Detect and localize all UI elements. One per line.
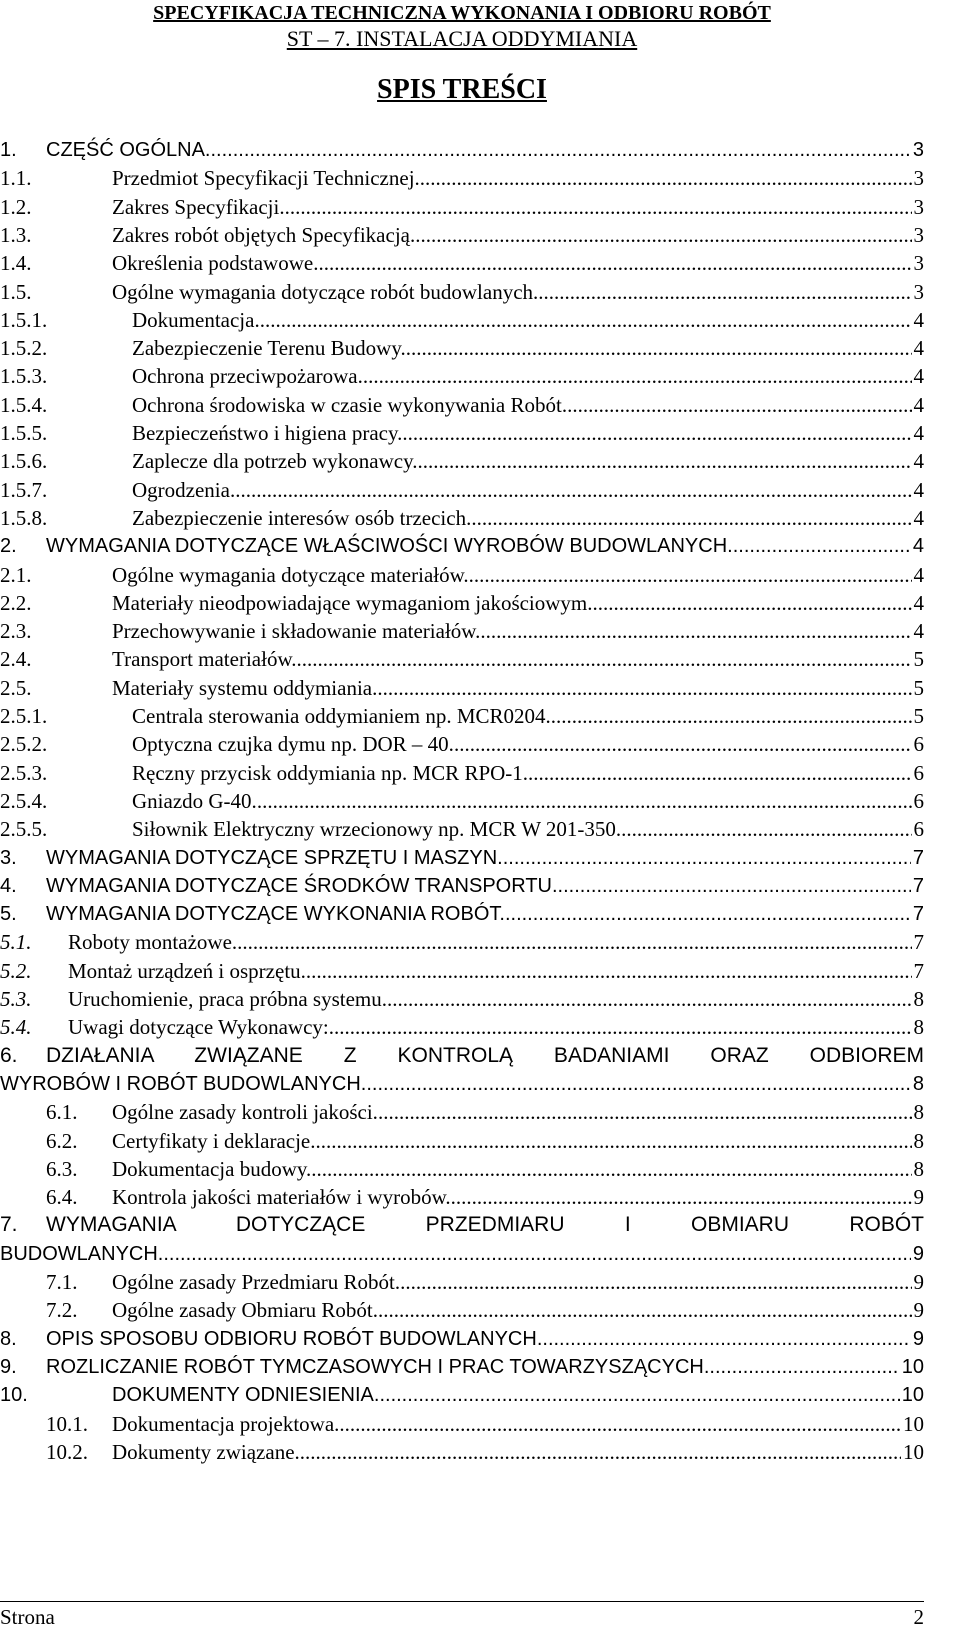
toc-entry[interactable] xyxy=(0,702,924,730)
toc-dot-leader xyxy=(235,476,911,504)
toc-entry[interactable] xyxy=(0,1381,924,1409)
toc-entry[interactable] xyxy=(46,1127,924,1155)
toc-dot-leader xyxy=(538,278,911,306)
toc-dot-leader xyxy=(542,1325,910,1353)
toc-entry[interactable] xyxy=(0,1240,924,1268)
toc-dot-leader xyxy=(329,1013,912,1041)
toc-entry[interactable] xyxy=(0,419,924,447)
toc-dot-leader xyxy=(318,249,911,277)
toc-entry-number: 2.5.1. xyxy=(0,704,48,728)
toc-entry-title: Dokumentacja projektowa. xyxy=(112,1411,340,1436)
toc-entry[interactable] xyxy=(0,985,924,1013)
toc-page-number: 5 xyxy=(913,704,924,728)
toc-entry[interactable] xyxy=(46,1438,924,1466)
toc-page-number: 9 xyxy=(912,1327,924,1350)
toc-page-number: 6 xyxy=(913,817,924,842)
toc-entry[interactable] xyxy=(0,561,924,589)
toc-entry-number: 1.5.4. xyxy=(0,392,48,417)
toc-entry-number: 6.1. xyxy=(46,1100,78,1125)
toc-page-number: 3 xyxy=(913,166,924,191)
toc-entry-title[interactable]: WYMAGANIA DOTYCZĄCE PRZEDMIARU I OBMIARU ROBÓT xyxy=(46,1213,924,1237)
toc-dot-leader xyxy=(363,362,912,390)
toc-page-number: 8 xyxy=(913,1128,924,1153)
toc-entry[interactable] xyxy=(0,815,924,843)
toc-entry[interactable] xyxy=(0,306,924,334)
toc-entry-title: OPIS SPOSOBU ODBIORU ROBÓT BUDOWLANYCH. xyxy=(46,1327,543,1350)
toc-entry-number: 1.5.3. xyxy=(0,364,48,389)
toc-page-number: 9 xyxy=(913,1270,924,1294)
toc-page-number: 10 xyxy=(901,1355,924,1378)
toc-dot-leader xyxy=(300,1438,901,1466)
toc-entry-title: Ochrona przeciwpożarowa. xyxy=(132,364,363,389)
toc-dot-leader xyxy=(366,1070,911,1098)
toc-page-number: 3 xyxy=(913,279,924,304)
toc-entry-number: 1. xyxy=(0,139,17,161)
toc-entry-title: WYMAGANIA DOTYCZĄCE SPRZĘTU I MASZYN. xyxy=(46,846,503,869)
toc-dot-leader xyxy=(558,872,911,900)
toc-entry-title: Ogólne wymagania dotyczące robót budowlanych. xyxy=(112,279,539,304)
toc-entry-title: Roboty montażowe. xyxy=(68,930,238,955)
toc-entry-number: 2.5.4. xyxy=(0,788,48,813)
toc-entry[interactable] xyxy=(0,617,924,645)
toc-dot-leader xyxy=(420,164,912,192)
document-header-title: SPECYFIKACJA TECHNICZNA WYKONANIA I ODBIORU ROBÓT xyxy=(153,2,771,24)
toc-page-number: 7 xyxy=(912,903,924,926)
toc-entry[interactable] xyxy=(0,391,924,419)
toc-dot-leader xyxy=(311,1155,911,1183)
toc-dot-leader xyxy=(387,985,912,1013)
toc-page-number: 3 xyxy=(913,194,924,219)
toc-page-number: 10 xyxy=(903,1411,924,1436)
toc-dot-leader xyxy=(454,730,912,758)
toc-dot-leader xyxy=(733,532,911,560)
toc-entry-number: 1.5. xyxy=(0,279,32,304)
toc-dot-leader xyxy=(480,617,911,645)
toc-entry-title: Ręczny przycisk oddymiania np. MCR RPO-1. xyxy=(132,760,529,785)
toc-entry[interactable] xyxy=(0,645,924,673)
toc-page-number: 7 xyxy=(913,930,924,955)
toc-page-number: 3 xyxy=(913,251,924,276)
toc-entry-title: Siłownik Elektryczny wrzecionowy np. MCR W 201-350. xyxy=(132,817,622,842)
toc-entry[interactable] xyxy=(0,476,924,504)
toc-entry-number: 6. xyxy=(0,1043,18,1067)
toc-entry-title: Kontrola jakości materiałów i wyrobów. xyxy=(112,1185,451,1210)
toc-entry-number: 2.5. xyxy=(0,675,32,700)
toc-entry-title: Zaplecze dla potrzeb wykonawcy. xyxy=(132,449,418,474)
toc-page-number: 4 xyxy=(913,364,924,389)
toc-entry[interactable] xyxy=(0,447,924,475)
toc-entry[interactable] xyxy=(0,334,924,362)
toc-entry[interactable] xyxy=(0,193,924,221)
toc-entry-number: 2.4. xyxy=(0,647,32,672)
toc-dot-leader xyxy=(567,391,911,419)
toc-page-number: 10 xyxy=(901,1384,924,1407)
toc-entry-number: 5.3. xyxy=(0,987,32,1011)
toc-entry[interactable] xyxy=(0,589,924,617)
toc-entry-number: 2.1. xyxy=(0,562,32,587)
toc-entry-title: Materiały nieodpowiadające wymaganiom jakościowym. xyxy=(112,590,593,615)
toc-entry-number: 1.5.6. xyxy=(0,449,48,474)
toc-dot-leader xyxy=(471,504,911,532)
toc-entry-number: 1.5.1. xyxy=(0,307,48,332)
toc-entry-title: Montaż urządzeń i osprzętu. xyxy=(68,958,306,983)
toc-page-number: 7 xyxy=(912,846,924,869)
toc-entry[interactable] xyxy=(0,787,924,815)
toc-entry[interactable] xyxy=(0,674,924,702)
toc-page-number: 6 xyxy=(913,760,924,785)
toc-entry-number: 5. xyxy=(0,903,17,926)
toc-page-number: 7 xyxy=(912,874,924,897)
toc-dot-leader xyxy=(418,447,912,475)
toc-entry-title: Określenia podstawowe. xyxy=(112,251,319,276)
toc-entry-title: DOKUMENTY ODNIESIENIA. xyxy=(112,1384,380,1407)
toc-entry-number: 7.1. xyxy=(46,1270,78,1294)
toc-entry-number: 1.5.5. xyxy=(0,421,48,445)
toc-entry-number: 1.1. xyxy=(0,166,32,191)
toc-entry-number: 10.2. xyxy=(46,1439,88,1464)
toc-entry-number: 2.5.2. xyxy=(0,732,48,757)
page-footer xyxy=(0,1604,924,1631)
toc-page-number: 3 xyxy=(913,222,924,247)
toc-entry-title: Ogólne zasady kontroli jakości. xyxy=(112,1100,378,1125)
toc-entry[interactable] xyxy=(0,759,924,787)
toc-entry-number: 10.1. xyxy=(46,1411,88,1436)
toc-entry-title: WYMAGANIA DOTYCZĄCE ŚRODKÓW TRANSPORTU. xyxy=(46,874,558,897)
toc-entry-number: 5.2. xyxy=(0,958,32,983)
toc-dot-leader xyxy=(285,193,912,221)
toc-entry[interactable] xyxy=(0,1353,924,1381)
document-header-subtitle: ST – 7. INSTALACJA ODDYMIANIA xyxy=(286,26,638,51)
toc-dot-leader xyxy=(709,1353,899,1381)
toc-dot-leader xyxy=(163,1240,911,1268)
toc-entry[interactable] xyxy=(0,221,924,249)
toc-entry-title: Przedmiot Specyfikacji Technicznej. xyxy=(112,166,420,191)
toc-entry-title: Ogólne wymagania dotyczące materiałów. xyxy=(112,562,469,587)
toc-entry[interactable] xyxy=(0,872,924,900)
toc-page-number: 4 xyxy=(913,619,924,644)
toc-dot-leader xyxy=(257,787,912,815)
toc-entry[interactable] xyxy=(0,532,924,560)
toc-entry[interactable] xyxy=(0,136,924,164)
toc-page-number: 4 xyxy=(913,421,924,445)
toc-dot-leader xyxy=(378,1296,912,1324)
toc-page-number: 8 xyxy=(913,987,924,1011)
toc-entry[interactable] xyxy=(0,278,924,306)
toc-entry-title-cont: BUDOWLANYCH. xyxy=(0,1242,164,1265)
toc-entry[interactable] xyxy=(0,1325,924,1353)
toc-page-number: 4 xyxy=(913,336,924,361)
toc-entry[interactable] xyxy=(0,900,924,928)
toc-dot-leader xyxy=(379,1381,899,1409)
toc-entry-title: Centrala sterowania oddymianiem np. MCR0204. xyxy=(132,704,551,728)
toc-entry[interactable] xyxy=(46,1183,924,1211)
toc-page-number: 8 xyxy=(913,1156,924,1181)
toc-entry-number: 1.3. xyxy=(0,222,32,247)
toc-page-number: 5 xyxy=(913,675,924,700)
toc-entry-number: 1.5.7. xyxy=(0,477,48,502)
toc-page-number: 4 xyxy=(912,535,924,558)
toc-entry-number: 2.5.5. xyxy=(0,817,48,842)
toc-entry-number: 3. xyxy=(0,846,17,869)
toc-dot-leader xyxy=(237,928,911,956)
toc-dot-leader xyxy=(377,674,911,702)
toc-entry-number: 2.2. xyxy=(0,590,32,615)
toc-dot-leader xyxy=(505,900,911,928)
toc-entry-number: 4. xyxy=(0,874,17,897)
toc-page-number: 8 xyxy=(913,1100,924,1125)
toc-page-number: 4 xyxy=(913,307,924,332)
toc-entry[interactable] xyxy=(46,1155,924,1183)
toc-page-number: 4 xyxy=(913,590,924,615)
toc-dot-leader xyxy=(415,221,911,249)
toc-entry-number: 7.2. xyxy=(46,1298,78,1323)
toc-entry-title: Zakres Specyfikacji. xyxy=(112,194,285,219)
toc-entry-title: Zakres robót objętych Specyfikacją. xyxy=(112,222,416,247)
toc-title: SPIS TREŚCI xyxy=(377,74,547,105)
toc-entry-number: 8. xyxy=(0,1327,17,1350)
toc-page-number: 9 xyxy=(913,1298,924,1323)
toc-entry-number: 5.1. xyxy=(0,930,32,955)
toc-dot-leader xyxy=(297,645,912,673)
toc-page-number: 4 xyxy=(913,392,924,417)
toc-dot-leader xyxy=(210,136,910,164)
toc-entry-title: CZĘŚĆ OGÓLNA. xyxy=(46,139,211,161)
toc-entry[interactable] xyxy=(0,928,924,956)
toc-entry-title: Zabezpieczenie interesów osób trzecich. xyxy=(132,505,472,530)
toc-page-number: 4 xyxy=(913,505,924,530)
toc-dot-leader xyxy=(469,561,912,589)
toc-entry-number: 6.2. xyxy=(46,1128,78,1153)
toc-dot-leader xyxy=(378,1098,912,1126)
toc-entry[interactable] xyxy=(46,1296,924,1324)
toc-page-number: 6 xyxy=(913,788,924,813)
toc-entry[interactable] xyxy=(46,1098,924,1126)
toc-entry-title: ROZLICZANIE ROBÓT TYMCZASOWYCH I PRAC TOWARZYSZĄCYCH. xyxy=(46,1355,710,1378)
toc-dot-leader xyxy=(339,1410,901,1438)
toc-entry-title: WYMAGANIA DOTYCZĄCE WŁAŚCIWOŚCI WYROBÓW BUDOWLANYCH. xyxy=(46,535,733,558)
toc-entry[interactable] xyxy=(0,164,924,192)
toc-entry[interactable] xyxy=(46,1410,924,1438)
toc-entry-title: Dokumentacja budowy. xyxy=(112,1156,312,1181)
toc-entry-number: 7. xyxy=(0,1213,18,1237)
toc-dot-leader xyxy=(503,844,911,872)
toc-page-number: 9 xyxy=(913,1185,924,1210)
toc-entry-number: 1.4. xyxy=(0,251,32,276)
toc-entry-number: 9. xyxy=(0,1355,17,1378)
toc-dot-leader xyxy=(260,306,912,334)
toc-dot-leader xyxy=(316,1127,912,1155)
toc-entry[interactable] xyxy=(0,730,924,758)
toc-dot-leader xyxy=(406,334,912,362)
toc-entry-line xyxy=(0,1211,924,1239)
toc-entry-number: 6.3. xyxy=(46,1156,78,1181)
toc-entry-title: Materiały systemu oddymiania. xyxy=(112,675,378,700)
toc-dot-leader xyxy=(621,815,911,843)
toc-entry-title: Optyczna czujka dymu np. DOR – 40. xyxy=(132,732,454,757)
toc-page-number: 9 xyxy=(912,1242,924,1265)
toc-entry[interactable] xyxy=(0,362,924,390)
toc-entry-number: 10. xyxy=(0,1384,28,1407)
toc-page-number: 4 xyxy=(913,477,924,502)
toc-dot-leader xyxy=(306,957,912,985)
toc-dot-leader xyxy=(551,702,912,730)
toc-entry-title: Transport materiałów. xyxy=(112,647,297,672)
toc-entry-title: Ochrona środowiska w czasie wykonywania Robót. xyxy=(132,392,568,417)
toc-entry-title: Bezpieczeństwo i higiena pracy. xyxy=(132,421,403,445)
toc-entry-title: WYMAGANIA DOTYCZĄCE WYKONANIA ROBÓT. xyxy=(46,903,505,926)
toc-page-number: 7 xyxy=(913,958,924,983)
toc-dot-leader xyxy=(400,1268,911,1296)
toc-entry-number: 6.4. xyxy=(46,1185,78,1210)
toc-entry[interactable] xyxy=(46,1268,924,1296)
toc-page-number: 8 xyxy=(913,1015,924,1040)
toc-entry-title: Zabezpieczenie Terenu Budowy. xyxy=(132,336,406,361)
toc-entry-number: 2. xyxy=(0,535,17,558)
footer-label: Strona xyxy=(0,1605,55,1629)
toc-page-number: 8 xyxy=(912,1072,924,1095)
toc-entry-title: Dokumentacja. xyxy=(132,307,260,332)
toc-entry[interactable] xyxy=(0,1013,924,1041)
toc-dot-leader xyxy=(528,759,911,787)
toc-dot-leader xyxy=(593,589,912,617)
toc-entry-title: Ogólne zasady Przedmiaru Robót. xyxy=(112,1270,401,1294)
toc-entry-number: 2.5.3. xyxy=(0,760,48,785)
toc-entry-title-cont: WYROBÓW I ROBÓT BUDOWLANYCH. xyxy=(0,1072,367,1095)
toc-entry-number: 1.5.2. xyxy=(0,336,48,361)
toc-entry-number: 2.3. xyxy=(0,619,32,644)
toc-entry-number: 1.5.8. xyxy=(0,505,48,530)
toc-entry[interactable] xyxy=(0,957,924,985)
toc-entry-number: 5.4. xyxy=(0,1015,32,1040)
toc-page-number: 4 xyxy=(913,449,924,474)
toc-dot-leader xyxy=(402,419,911,447)
toc-entry-title: Ogrodzenia. xyxy=(132,477,236,502)
toc-page-number: 6 xyxy=(913,732,924,757)
toc-entry-number: 1.2. xyxy=(0,194,32,219)
footer-page-number: 2 xyxy=(913,1605,924,1629)
toc-page-number: 4 xyxy=(913,562,924,587)
footer-divider xyxy=(0,1601,924,1602)
toc-entry[interactable] xyxy=(0,844,924,872)
toc-page-number: 3 xyxy=(912,139,924,161)
toc-entry-title: Ogólne zasady Obmiaru Robót. xyxy=(112,1298,378,1323)
toc-dot-leader xyxy=(451,1183,912,1211)
toc-entry-title: Dokumenty związane. xyxy=(112,1439,300,1464)
toc-entry-title: Przechowywanie i składowanie materiałów. xyxy=(112,619,481,644)
toc-page-number: 10 xyxy=(903,1439,924,1464)
toc-entry-title: Uwagi dotyczące Wykonawcy: xyxy=(68,1015,329,1040)
toc-entry-title: Certyfikaty i deklaracje. xyxy=(112,1128,316,1153)
toc-page-number: 5 xyxy=(913,647,924,672)
toc-entry-title: Uruchomienie, praca próbna systemu. xyxy=(68,987,387,1011)
toc-entry[interactable] xyxy=(0,504,924,532)
toc-entry-line xyxy=(0,1042,924,1070)
toc-entry-title: Gniazdo G-40. xyxy=(132,788,257,813)
toc-entry-title[interactable]: DZIAŁANIA ZWIĄZANE Z KONTROLĄ BADANIAMI ORAZ ODBIOREM xyxy=(46,1043,924,1067)
toc-entry[interactable] xyxy=(0,249,924,277)
toc-entry[interactable] xyxy=(0,1070,924,1098)
